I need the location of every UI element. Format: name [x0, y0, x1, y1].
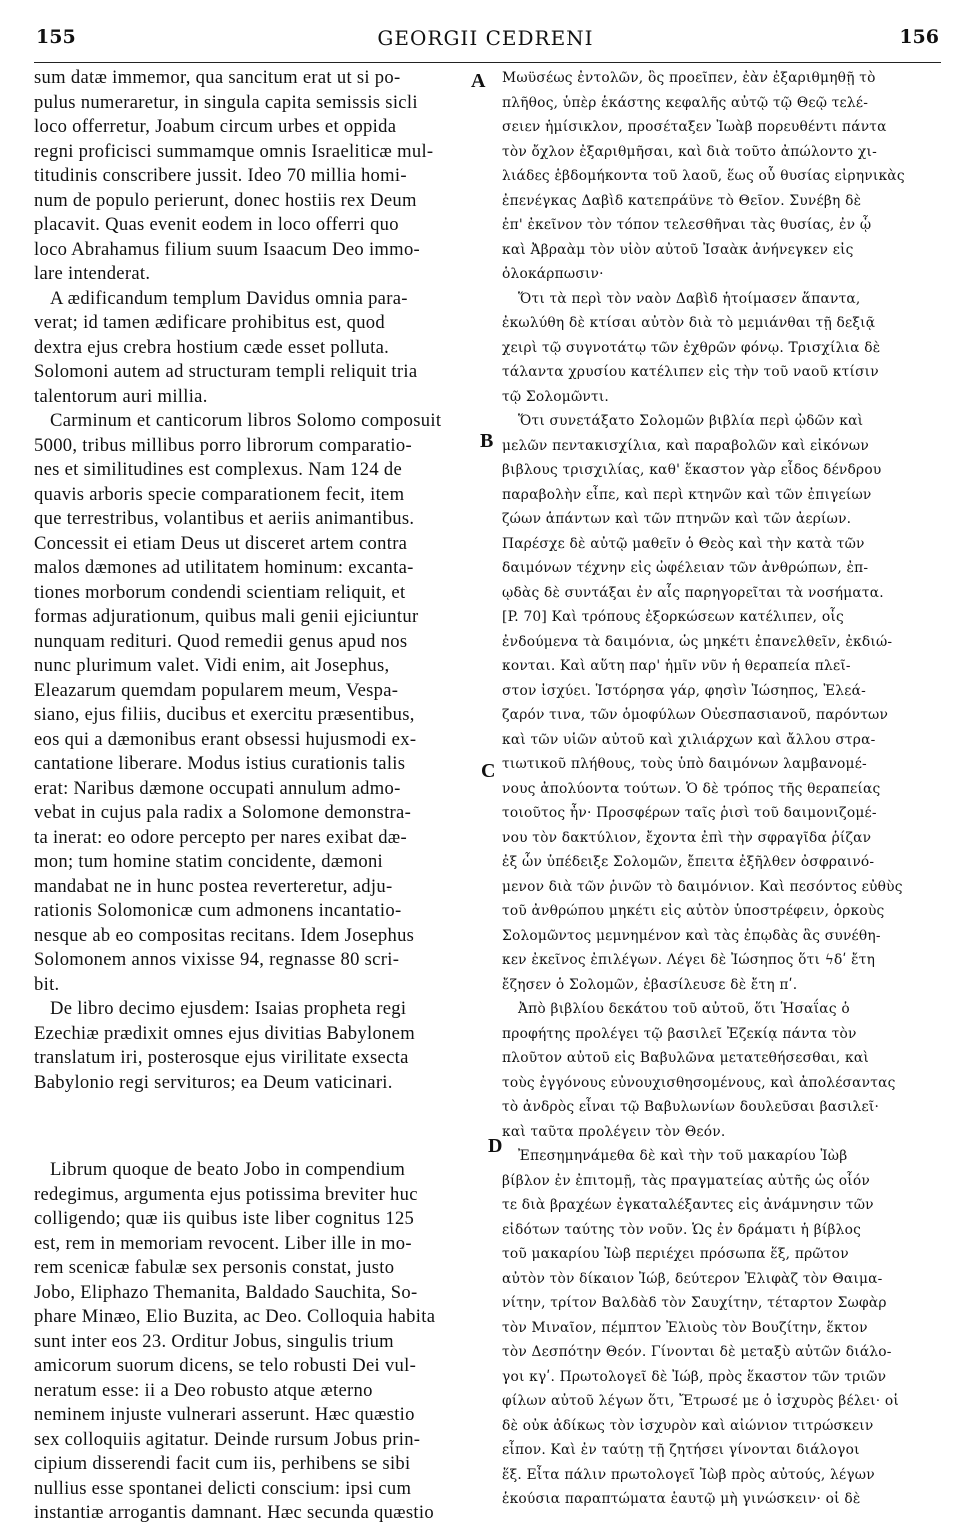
text-line: ἐπ' ἐκεῖνον τὸν τόπον τελεσθῆναι τὰς θυσίας, ἐν ᾧ [502, 217, 872, 233]
text-line: νου τὸν δακτύλιον, ἔχοντα ἐπὶ τὴν σφραγῖδα ῥίζαν [502, 829, 872, 846]
text-line: nes et similitudines est complexus. Nam 124 de [34, 459, 403, 480]
text-line: καὶ Ἀβραὰμ τὸν υἱὸν αὐτοῦ Ἰσαὰκ ἀνήνεγκεν εἰς [502, 241, 854, 258]
text-line: redegimus, argumenta ejus potissima breviter huc [34, 1183, 418, 1205]
text-line: vebat in cujus pala radix a Solomone demonstra- [34, 802, 412, 823]
header-rule [34, 62, 941, 63]
text-line: placavit. Quas evenit eodem in loco offerri quo [34, 214, 399, 235]
greek-paragraph [502, 1144, 944, 1512]
text-line: πλῆθος, ὑπὲρ ἑκάστης κεφαλῆς αὐτῷ τῷ Θεῷ τελέ- [502, 94, 869, 111]
text-line: σειεν ἡμίσικλον, προσέταξεν Ἰωὰβ πορευθέντι πάντα [502, 119, 887, 135]
text-line: κονται. Καὶ αὕτη παρ' ἡμῖν νῦν ἡ θεραπεία πλεῖ- [502, 658, 851, 674]
text-line: est, rem in memoriam revocent. Liber ille in mo- [34, 1232, 412, 1254]
text-line: δὲ οὐκ ἀδίκως τὸν ἰσχυρὸν καὶ αἰώνιον τιτρώσκειν [502, 1417, 874, 1434]
page-number-right: 156 [899, 26, 939, 48]
text-line: Ὅτι συνετάξατο Σολομῶν βιβλία περὶ ᾠδῶν καὶ [518, 413, 864, 429]
text-line: loco offerretur, Joabum circum urbes et oppida [34, 116, 397, 137]
text-line: τοῦ ἀνθρώπου μηκέτι εἰς αὐτὸν ὑποστρέφειν, ὁρκοὺς [502, 903, 885, 919]
text-line: neratum esse: ii a Deo robusto atque æterno [34, 1379, 373, 1401]
text-line: Babylonio regi servituros; ea Deum vaticinari. [34, 1071, 393, 1093]
text-line: Ἀπὸ βιβλίου δεκάτου τοῦ αὐτοῦ, ὅτι Ἡσαΐας ὁ [518, 1001, 850, 1017]
text-line: siano, ejus filiis, ducibus et exercitu præsentibus, [34, 704, 415, 725]
running-title: GEORGII CEDRENI [377, 26, 594, 50]
text-line: ἔζησεν ὁ Σολομῶν, ἐβασίλευσε δὲ ἔτη πʹ. [502, 976, 798, 993]
text-line: πλοῦτον αὐτοῦ εἰς Βαβυλῶνα μετατεθήσεσθαι, καὶ [502, 1050, 869, 1066]
text-line: ἐκωλύθη δὲ κτίσαι αὐτὸν διὰ τὸ μεμιάνθαι τῇ δεξιᾷ [502, 315, 876, 331]
latin-paragraph [34, 997, 486, 1095]
text-line: mon; tum homine statim concidente, dæmoni [34, 851, 384, 872]
text-line: rem scenicæ fabulæ sex personis constat, justo [34, 1257, 395, 1278]
text-line: sunt inter eos 23. Orditur Jobus, singulis trium [34, 1330, 394, 1352]
text-line: εἰδότων ταύτης τὸν νοῦν. Ὡς ἐν δράματι ἡ βίβλος [502, 1221, 862, 1238]
text-line: κεν ἐκεῖνος ἐπιλέγων. Λέγει δὲ Ἰώσηπος ὅτι ϟδʹ ἔτη [502, 952, 876, 968]
text-line: colligendo; quæ iis quibus iste liber cognitus 125 [34, 1208, 415, 1229]
text-line: Jobo, Eliphazo Themanita, Baldado Sauchita, So- [34, 1281, 418, 1303]
text-line: regni proficisci summamque omnis Israeliticæ mul- [34, 140, 434, 162]
text-line: Μωϋσέως ἐντολῶν, ὃς προεῖπεν, ἐὰν ἐξαριθμηθῇ τὸ [502, 70, 876, 86]
text-line: ἑκούσια παραπτώματα ἑαυτῷ μὴ γινώσκειν· οἱ δὲ [502, 1491, 861, 1507]
text-line: τοῦ μακαρίου Ἰὼβ περιέχει πρόσωπα ἕξ, πρῶτον [502, 1246, 849, 1262]
text-line: βίβλον ἐν ἐπιτομῇ, τὰς πραγματείας αὐτῆς ὡς οἷόν [502, 1172, 870, 1189]
text-line: ζώων ἁπάντων καὶ τῶν πτηνῶν καὶ τῶν ἀερίων. [502, 511, 852, 527]
text-line: quavis arboris specie comparationem fecit, item [34, 483, 405, 505]
text-line: ζαρόν τινα, τῶν ὁμοφύλων Οὐεσπασιανοῦ, παρόντων [502, 707, 889, 723]
text-line: sum datæ immemor, qua sancitum erat ut si po- [34, 67, 401, 88]
text-line: 5000, tribus millibus porro librorum comparatio- [34, 434, 412, 456]
text-line: εἶπον. Καὶ ἐν ταύτῃ τῇ ζητήσει γίνονται διάλογοι [502, 1442, 860, 1458]
text-line: νους ἀπολύοντα τούτων. Ὁ δὲ τρόπος τῆς θεραπείας [502, 780, 881, 797]
text-line: talentorum auri millia. [34, 385, 208, 407]
text-line: τῷ Σολομῶντι. [502, 388, 610, 405]
latin-paragraph [34, 1158, 486, 1526]
text-line: nunquam redituri. Quod remedii genus apud nos [34, 630, 408, 652]
text-line: Ὅτι τὰ περὶ τὸν ναὸν Δαβὶδ ἡτοίμασεν ἅπαντα, [518, 290, 861, 307]
text-line: γοι κγʹ. Πρωτολογεῖ δὲ Ἰώβ, πρὸς ἕκαστον τῶν τριῶν [502, 1368, 887, 1385]
text-line: Librum quoque de beato Jobo in compendium [50, 1159, 406, 1180]
text-line: καὶ τῶν υἱῶν αὐτοῦ καὶ χιλιάρχων καὶ ἄλλου στρα- [502, 731, 876, 748]
text-line: τοὺς ἐγγόνους εὐνουχισθησομένους, καὶ ἀπολέσαντας [502, 1074, 896, 1091]
text-line: De libro decimo ejusdem: Isaias propheta regi [50, 998, 407, 1019]
margin-letter-b: B [480, 430, 494, 452]
text-line: νίτην, τρίτον Βαλδὰδ τὸν Σαυχίτην, τέταρτον Σωφὰρ [502, 1295, 887, 1311]
text-line: ἐπενέγκας Δαβὶδ κατεπράϋνε τὸ Θεῖον. Συνέβη δὲ [502, 192, 862, 209]
text-line: φίλων αὐτοῦ λέγων ὅτι, Ἔτρωσέ με ὁ ἰσχυρὸς βέλει· οἱ [502, 1393, 900, 1409]
text-line: ta inerat: eo odore percepto per nares exibat dæ- [34, 826, 407, 848]
text-line: Ezechiæ prædixit omnes ejus divitias Babylonem [34, 1022, 415, 1044]
text-line: βιβλους τρισχιλίας, καθ' ἕκαστον γὰρ εἶδος δένδρου [502, 462, 882, 478]
text-line: cantatione liberare. Modus istius curationis talis [34, 753, 406, 774]
page-number-left: 155 [36, 26, 76, 48]
text-line: verat; id tamen ædificare prohibitus est, quod [34, 312, 385, 333]
text-line: λιάδες ἑβδομήκοντα τοῦ λαοῦ, ἕως οὗ θυσίας εἰρηνικὰς [502, 168, 905, 184]
margin-letter-d: D [488, 1135, 503, 1157]
text-line: δαιμόνων τέχνην εἰς ὠφέλειαν τῶν ἀνθρώπων, ἐπ- [502, 560, 869, 576]
text-line: rationis Solomonicæ cum admonens incantatio- [34, 900, 402, 921]
text-line: phare Minæo, Elio Buzita, ac Deo. Colloquia habita [34, 1306, 436, 1327]
text-line: nesque ab eo compositas recitans. Idem Josephus [34, 924, 415, 946]
text-line: τὸ ἀνδρὸς εἶναι τῷ Βαβυλωνίων δουλεῦσαι βασιλεῖ· [502, 1099, 880, 1115]
text-line: τοιοῦτος ἦν· Προσφέρων ταῖς ῥισὶ τοῦ δαιμονιζομέ- [502, 805, 877, 821]
text-line: que terrestribus, volantibus et aeriis animantibus. [34, 508, 415, 529]
text-line: καὶ ταῦτα προλέγειν τὸν Θεόν. [502, 1123, 726, 1140]
latin-paragraph [34, 287, 486, 410]
section-gap [34, 1095, 486, 1158]
text-line: nullius esse spontanei delicti conscium: ipsi cum [34, 1477, 412, 1499]
text-line: μελῶν πεντακισχίλια, καὶ παραβολῶν καὶ εἰκόνων [502, 437, 869, 454]
running-header [0, 14, 971, 54]
text-line: αὐτὸν τὸν δίκαιον Ἰώβ, δεύτερον Ἐλιφὰζ τὸν Θαιμα- [502, 1270, 883, 1287]
text-line: cipium disserendi facit cum iis, perhibens se sibi [34, 1453, 411, 1474]
text-line: Solomonem annos vixisse 94, regnasse 80 scri- [34, 949, 400, 970]
text-line: μενον διὰ τῶν ῥινῶν τὸ δαιμόνιον. Καὶ πεσόντος εὐθὺς [502, 878, 903, 895]
text-line: προφήτης προλέγει τῷ βασιλεῖ Ἐζεκίᾳ πάντα τὸν [502, 1025, 857, 1042]
greek-paragraph [502, 409, 944, 997]
text-line: sex colloquiis agitatur. Deinde rursum Jobus prin- [34, 1428, 421, 1450]
text-line: ἐξ ὧν ὑπέδειξε Σολομῶν, ἔπειτα ἐξῆλθεν ὀσφραινό- [502, 854, 875, 870]
text-line: τάλαντα χρυσίου κατέλιπεν εἰς τὴν τοῦ ναοῦ κτίσιν [502, 364, 879, 380]
text-line: χειρὶ τῷ συγνοτάτῳ τῶν ἐχθρῶν φόνῳ. Τρισχίλια δὲ [502, 339, 881, 356]
text-line: instantiæ arrogantis damnant. Hæc secunda quæstio [34, 1502, 434, 1523]
text-line: loco Abrahamus filium suum Isaacum Deo immo- [34, 238, 421, 260]
text-line: τὸν Μιναῖον, πέμπτον Ἐλιοὺς τὸν Βουζίτην, ἕκτον [502, 1319, 868, 1336]
text-line: [P. 70] Καὶ τρόπους ἐξορκώσεων κατέλιπεν, οἷς [502, 609, 844, 625]
text-line: τε διὰ βραχέων ἐγκαταλέξαντες εἰς ἀνάμνησιν τῶν [502, 1197, 874, 1213]
text-line: bit. [34, 973, 60, 995]
text-line: num de populo perierunt, donec hostiis rex Deum [34, 189, 417, 211]
text-line: στον ἰσχύει. Ἱστόρησα γάρ, φησὶν Ἰώσηπος, Ἐλεά- [502, 682, 866, 699]
text-line: Solomoni autem ad structuram templi reliquit tria [34, 361, 418, 382]
latin-column [34, 66, 486, 1526]
text-line: Σολομῶντος μεμνημένον καὶ τὰς ἐπῳδὰς ἃς συνέθη- [502, 927, 881, 944]
greek-paragraph [502, 287, 944, 410]
text-line: nunc plurimum valet. Vidi enim, ait Josephus, [34, 655, 390, 676]
text-line: lare intenderat. [34, 263, 151, 284]
text-line: τὸν Δεσπότην Θεόν. Γίνονται δὲ μεταξὺ αὐτῶν διάλο- [502, 1344, 892, 1360]
text-line: ῳδὰς δὲ συντάξαι ἐν αἷς παρηγορεῖται τὰ νοσήματα. [502, 584, 884, 601]
margin-letter-a: A [471, 70, 486, 92]
text-line: titudinis conscribere jussit. Ideo 70 millia homi- [34, 165, 407, 186]
text-line: Carminum et canticorum libros Solomo composuit [50, 410, 442, 431]
text-line: τιωτικοῦ πλήθους, τοὺς ὑπὸ δαιμόνων λαμβανομέ- [502, 756, 867, 772]
text-line: pulus numeraretur, in singula capita semissis sicli [34, 91, 418, 113]
text-line: ὁλοκάρπωσιν· [502, 266, 604, 282]
latin-paragraph [34, 66, 486, 287]
text-line: ἕξ. Εἶτα πάλιν πρωτολογεῖ Ἰὼβ πρὸς αὐτούς, λέγων [502, 1466, 875, 1483]
margin-letter-c: C [481, 760, 496, 782]
text-line: ἐνδούμενα τὰ δαιμόνια, ὡς μηκέτι ἐπανελθεῖν, ἐκδιώ- [502, 633, 893, 650]
text-line: eos qui a dæmonibus erant obsessi hujusmodi ex- [34, 728, 417, 750]
text-line: erat: Naribus dæmone occupati annulum admo- [34, 777, 401, 799]
text-line: amicorum suorum dicens, se telo robusti Dei vul- [34, 1355, 417, 1376]
latin-paragraph [34, 409, 486, 997]
greek-paragraph [502, 66, 944, 287]
text-line: τὸν ὄχλον ἐξαριθμῆσαι, καὶ διὰ τοῦτο ἀπώλοντο χι- [502, 143, 877, 160]
text-line: formas adjurationum, quibus mali genii ejiciuntur [34, 606, 419, 627]
text-line: neminem injuste vulnerari asserunt. Hæc quæstio [34, 1404, 415, 1425]
text-line: dextra ejus crebra hostium cæde esset polluta. [34, 336, 390, 358]
text-line: mandabat ne in hunc postea reverteretur, adju- [34, 875, 393, 897]
text-line: A ædificandum templum Davidus omnia para- [50, 287, 408, 309]
text-line: Eleazarum quemdam popularem meum, Vespa- [34, 679, 399, 701]
text-line: tiones morborum condendi scientiam reliquit, et [34, 581, 406, 603]
text-line: Παρέσχε δὲ αὐτῷ μαθεῖν ὁ Θεὸς καὶ τὴν κατὰ τῶν [502, 535, 865, 552]
text-line: malos dæmones ad utilitatem hominum: excanta- [34, 557, 414, 578]
text-line: translatum iri, posterosque ejus virilitate exsecta [34, 1047, 409, 1068]
text-line: παραβολὴν εἶπε, καὶ περὶ κτηνῶν καὶ τῶν ἐπιγείων [502, 486, 872, 503]
greek-column [502, 66, 944, 1512]
text-line: Ἐπεσημηνάμεθα δὲ καὶ τὴν τοῦ μακαρίου Ἰὼβ [518, 1148, 848, 1164]
text-line: Concessit ei etiam Deus ut disceret artem contra [34, 532, 408, 554]
greek-paragraph [502, 997, 944, 1144]
